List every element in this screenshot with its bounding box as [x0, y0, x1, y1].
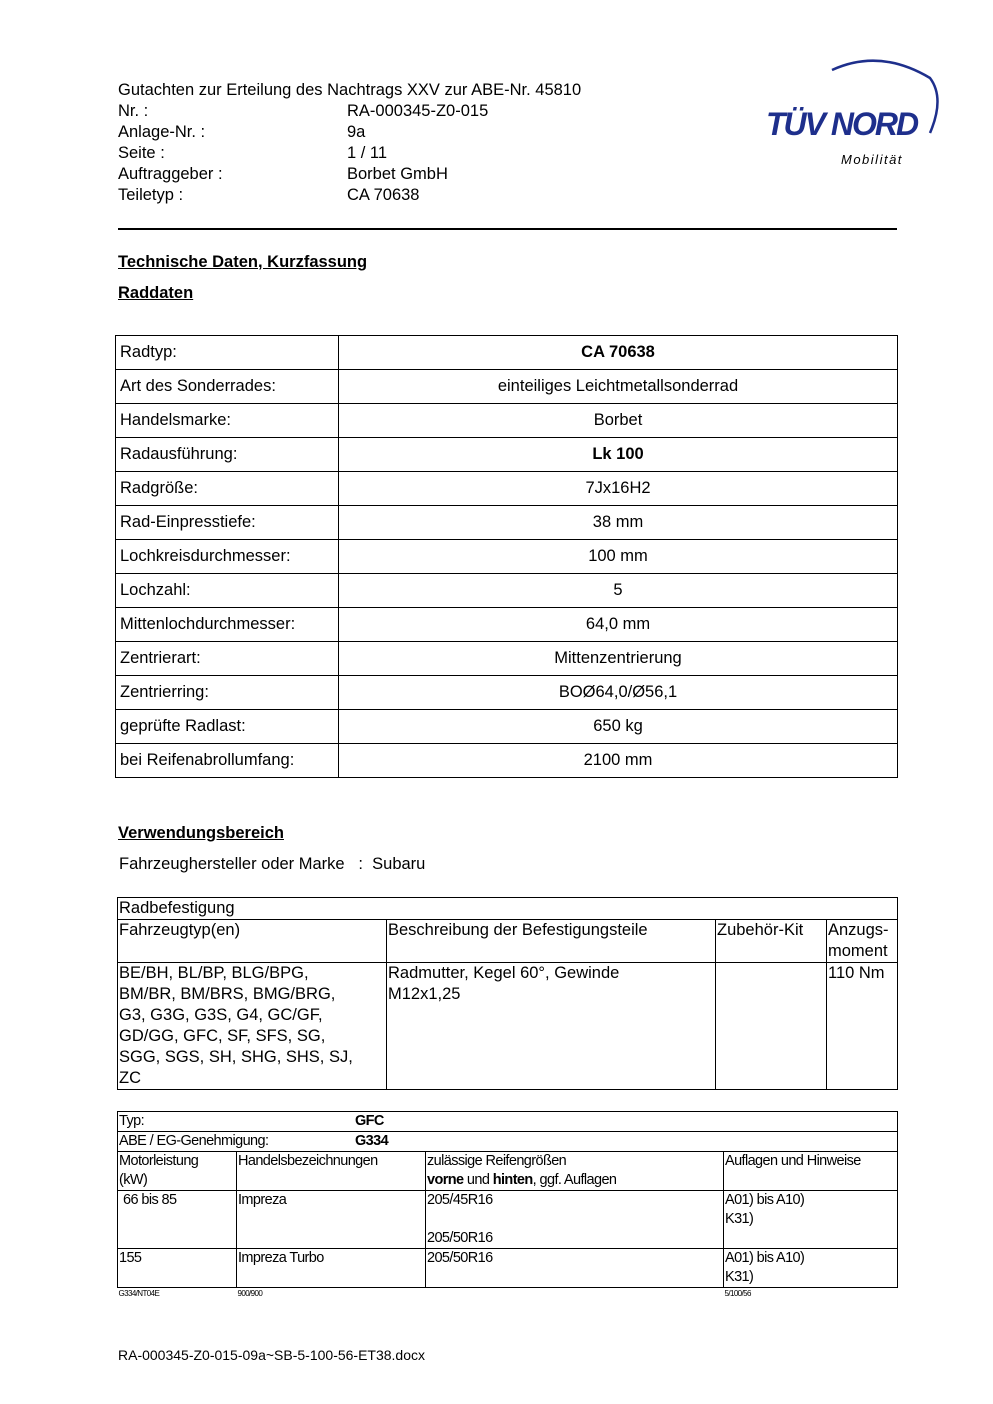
reifen-und: und [463, 1172, 493, 1188]
row-value: Mittenzentrierung [339, 642, 898, 676]
reifen-line: zulässige Reifengrößen [427, 1153, 567, 1169]
footnote-empty [426, 1288, 724, 1300]
footer-filename: RA-000345-Z0-015-09a~SB-5-100-56-ET38.docx [118, 1347, 426, 1363]
row-value: 7Jx16H2 [339, 472, 898, 506]
abe-label: ABE / EG-Genehmigung: [119, 1133, 269, 1149]
header-row-auftraggeber [118, 164, 448, 185]
row-key: Radausführung: [116, 438, 339, 472]
col-header-handel: Handelsbezeichnungen [237, 1152, 426, 1191]
table-row [118, 1132, 898, 1152]
footnote-a: G334/NT04E [118, 1289, 160, 1298]
col-header-zubehoer: Zubehör-Kit [716, 920, 827, 963]
motor-line: (kW) [119, 1172, 148, 1188]
reifen-vorne: vorne [427, 1172, 464, 1188]
row-key: Radtyp: [116, 336, 339, 370]
auflagen-cell [724, 1191, 898, 1249]
row-key: Zentrierart: [116, 642, 339, 676]
row-value: 650 kg [339, 710, 898, 744]
row-key: bei Reifenabrollumfang: [116, 744, 339, 778]
typ-row [118, 1112, 898, 1132]
row-key: Zentrierring: [116, 676, 339, 710]
table-row [118, 1249, 898, 1288]
header-label: Teiletyp : [118, 186, 184, 204]
table-row [116, 540, 898, 574]
footnote-row [118, 1288, 898, 1300]
auflagen-value: K31) [725, 1269, 754, 1285]
row-value: CA 70638 [339, 336, 898, 370]
row-key: geprüfte Radlast: [116, 710, 339, 744]
table-row [116, 472, 898, 506]
row-key: Handelsmarke: [116, 404, 339, 438]
abe-row [118, 1132, 898, 1152]
type-line: ZC [119, 1069, 141, 1087]
table-row [116, 642, 898, 676]
motor-cell: 155 [118, 1249, 237, 1288]
raddaten-table [115, 335, 898, 778]
footnote-c: 5/100/56 [724, 1289, 751, 1298]
table-row [116, 574, 898, 608]
fahrzeugtypen-cell [118, 963, 387, 1090]
anzugsmoment-cell: 110 Nm [827, 963, 898, 1090]
manufacturer-value: Subaru [372, 855, 426, 873]
motor-line: Motorleistung [119, 1153, 199, 1169]
row-value: BOØ64,0/Ø56,1 [339, 676, 898, 710]
header-label: Anlage-Nr. : [118, 123, 206, 141]
col-header-anzugsmoment [827, 920, 898, 963]
motor-cell: 66 bis 85 [118, 1191, 237, 1249]
header-divider [118, 228, 897, 230]
section-title-verwendung: Verwendungsbereich [118, 824, 284, 842]
table-row [118, 963, 898, 1090]
row-key: Rad-Einpresstiefe: [116, 506, 339, 540]
auflagen-value: K31) [725, 1211, 754, 1227]
row-value: 38 mm [339, 506, 898, 540]
header-label: Nr. : [118, 102, 149, 120]
typ-table [117, 1111, 898, 1299]
table-row [116, 608, 898, 642]
reifen-cell [426, 1249, 724, 1288]
logo-subtitle: Mobilität [841, 152, 903, 167]
moment-line: moment [828, 942, 888, 960]
header-value: Borbet GmbH [347, 165, 448, 183]
row-value: 64,0 mm [339, 608, 898, 642]
col-header-reifen [426, 1152, 724, 1191]
row-value: Lk 100 [339, 438, 898, 472]
vehicle-manufacturer [119, 855, 425, 874]
table-row [116, 438, 898, 472]
header-label: Auftraggeber : [118, 165, 223, 183]
handel-cell: Impreza [237, 1191, 426, 1249]
handel-cell: Impreza Turbo [237, 1249, 426, 1288]
header-value: 1 / 11 [347, 144, 388, 162]
header-row-seite [118, 143, 387, 164]
table-row [118, 1191, 898, 1249]
table-row [118, 898, 898, 920]
type-line: SGG, SGS, SH, SHG, SHS, SJ, [119, 1048, 353, 1066]
zubehoer-cell [716, 963, 827, 1090]
footnote-b: 900/900 [237, 1289, 263, 1298]
manufacturer-label: Fahrzeughersteller oder Marke [119, 855, 345, 873]
type-line: BE/BH, BL/BP, BLG/BPG, [119, 964, 309, 982]
typ-label: Typ: [119, 1113, 144, 1129]
header-label: Seite : [118, 144, 165, 162]
auflagen-value: A01) bis A10) [725, 1250, 805, 1266]
row-key: Art des Sonderrades: [116, 370, 339, 404]
table-row [116, 370, 898, 404]
anzugs-line: Anzugs- [828, 921, 889, 939]
table-row [118, 1112, 898, 1132]
tuv-nord-logo: TÜV NORD [766, 106, 918, 142]
befestigung-title: Radbefestigung [118, 898, 898, 920]
table-row [116, 676, 898, 710]
reifen-cell [426, 1191, 724, 1249]
row-key: Mittenlochdurchmesser: [116, 608, 339, 642]
row-key: Lochzahl: [116, 574, 339, 608]
row-key: Lochkreisdurchmesser: [116, 540, 339, 574]
section-title-tech: Technische Daten, Kurzfassung [118, 253, 368, 271]
header-row-anlage [118, 122, 365, 143]
header-value: RA-000345-Z0-015 [347, 102, 489, 120]
table-row [116, 336, 898, 370]
header-row-teiletyp [118, 185, 419, 206]
table-row [118, 1152, 898, 1191]
reifen-value: 205/50R16 [427, 1250, 493, 1266]
type-line: BM/BR, BM/BRS, BMG/BRG, [119, 985, 336, 1003]
section-title-raddaten: Raddaten [118, 284, 194, 302]
row-value: 5 [339, 574, 898, 608]
type-line: G3, G3G, G3S, G4, GC/GF, [119, 1006, 323, 1024]
auflagen-cell [724, 1249, 898, 1288]
table-row [116, 506, 898, 540]
desc-line: M12x1,25 [388, 985, 461, 1003]
reifen-rest: , ggf. Auflagen [532, 1172, 617, 1188]
table-row [118, 920, 898, 963]
row-value: 2100 mm [339, 744, 898, 778]
header-row-nr [118, 101, 488, 122]
report-title: Gutachten zur Erteilung des Nachtrags XXV zur ABE-Nr. 45810 [118, 81, 582, 99]
col-header-motor [118, 1152, 237, 1191]
type-line: GD/GG, GFC, SF, SFS, SG, [119, 1027, 326, 1045]
row-value: Borbet [339, 404, 898, 438]
table-row [116, 404, 898, 438]
beschreibung-cell [387, 963, 716, 1090]
row-value: einteiliges Leichtmetallsonderrad [339, 370, 898, 404]
befestigung-table [117, 897, 898, 1090]
reifen-line-2 [427, 1171, 722, 1190]
row-key: Radgröße: [116, 472, 339, 506]
desc-line: Radmutter, Kegel 60°, Gewinde [388, 964, 620, 982]
reifen-value: 205/50R16 [427, 1230, 493, 1246]
header-value: 9a [347, 123, 366, 141]
reifen-spacer [427, 1210, 722, 1229]
row-value: 100 mm [339, 540, 898, 574]
abe-value: G334 [355, 1133, 389, 1149]
typ-value: GFC [355, 1113, 384, 1129]
auflagen-value: A01) bis A10) [725, 1192, 805, 1208]
col-header-beschreibung: Beschreibung der Befestigungsteile [387, 920, 716, 963]
reifen-value: 205/45R16 [427, 1192, 493, 1208]
manufacturer-sep: : [358, 855, 363, 873]
col-header-fahrzeugtyp: Fahrzeugtyp(en) [118, 920, 387, 963]
table-row [116, 744, 898, 778]
reifen-hinten: hinten [492, 1172, 533, 1188]
header-value: CA 70638 [347, 186, 420, 204]
table-row [116, 710, 898, 744]
col-header-auflagen: Auflagen und Hinweise [724, 1152, 898, 1191]
